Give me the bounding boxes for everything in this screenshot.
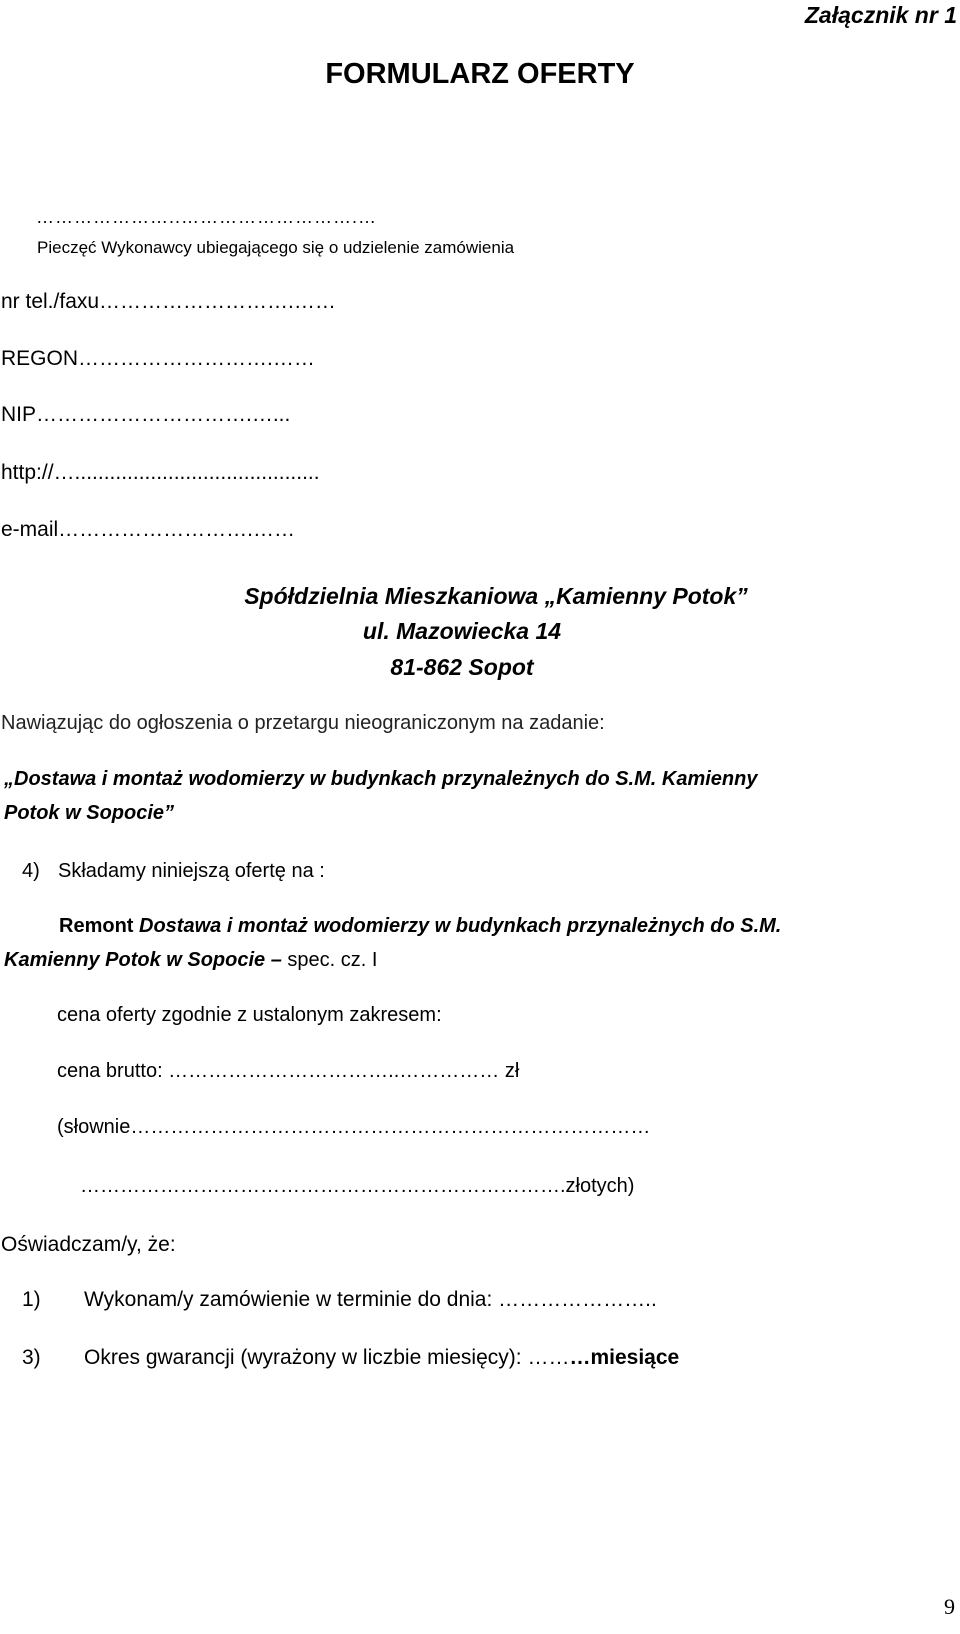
gross-price-field[interactable]: cena brutto: ……………………………..…………… zł: [57, 1060, 520, 1082]
remont-subject-2: Kamienny Potok w Sopocie –: [4, 949, 282, 971]
email-field[interactable]: e-mail……………………….……: [1, 518, 296, 541]
tel-fax-field[interactable]: nr tel./faxu……………………….……: [1, 290, 336, 313]
website-field[interactable]: http://…..........................................: [1, 461, 320, 484]
price-in-words-continuation[interactable]: ……………………………………………………………….złotych): [80, 1175, 635, 1197]
form-title: FORMULARZ OFERTY: [325, 58, 635, 90]
declaration-item-3[interactable]: [22, 1346, 679, 1370]
price-intro: cena oferty zgodnie z ustalonym zakresem:: [57, 1004, 442, 1026]
nip-field[interactable]: NIP………………………….…...: [1, 403, 291, 426]
remont-line-2: [4, 949, 377, 972]
offer-number: 4): [22, 860, 40, 882]
reference-text: Nawiązując do ogłoszenia o przetargu nieograniczonym na zadanie:: [1, 712, 605, 734]
remont-subject-1: Dostawa i montaż wodomierzy w budynkach przynależnych do S.M.: [139, 915, 782, 937]
subject-line-1: „Dostawa i montaż wodomierzy w budynkach przynależnych do S.M. Kamienny: [4, 768, 758, 790]
offer-statement: [22, 860, 325, 883]
item-3-number: 3): [22, 1346, 41, 1369]
item-3-text: Okres gwarancji (wyrażony w liczbie miesięcy): ……: [84, 1346, 570, 1369]
remont-spec: spec. cz. I: [287, 949, 378, 971]
recipient-city: 81-862 Sopot: [390, 654, 534, 680]
stamp-dotted-line[interactable]: …………………..……………………….…: [36, 207, 378, 227]
remont-lead: Remont: [59, 915, 134, 937]
item-1-text: Wykonam/y zamówienie w terminie do dnia: …………………..: [84, 1288, 657, 1311]
declaration-item-1[interactable]: [22, 1288, 657, 1312]
item-3-months: …miesiące: [569, 1346, 680, 1369]
stamp-caption: Pieczęć Wykonawcy ubiegającego się o udzielenie zamówienia: [37, 238, 515, 257]
recipient-street: ul. Mazowiecka 14: [362, 618, 562, 644]
annex-label: Załącznik nr 1: [804, 2, 957, 28]
recipient-name: Spółdzielnia Mieszkaniowa „Kamienny Potok”: [244, 583, 748, 609]
offer-text: Składamy niniejszą ofertę na :: [58, 860, 325, 882]
subject-line-2: Potok w Sopocie”: [4, 802, 175, 824]
remont-line-1: [4, 915, 781, 938]
regon-field[interactable]: REGON……………………….……: [1, 347, 315, 370]
item-1-number: 1): [22, 1288, 41, 1311]
page-number: 9: [944, 1594, 955, 1619]
price-in-words-field[interactable]: (słownie……………………………………………………………………: [57, 1116, 651, 1138]
declaration-heading: Oświadczam/y, że:: [1, 1233, 176, 1256]
